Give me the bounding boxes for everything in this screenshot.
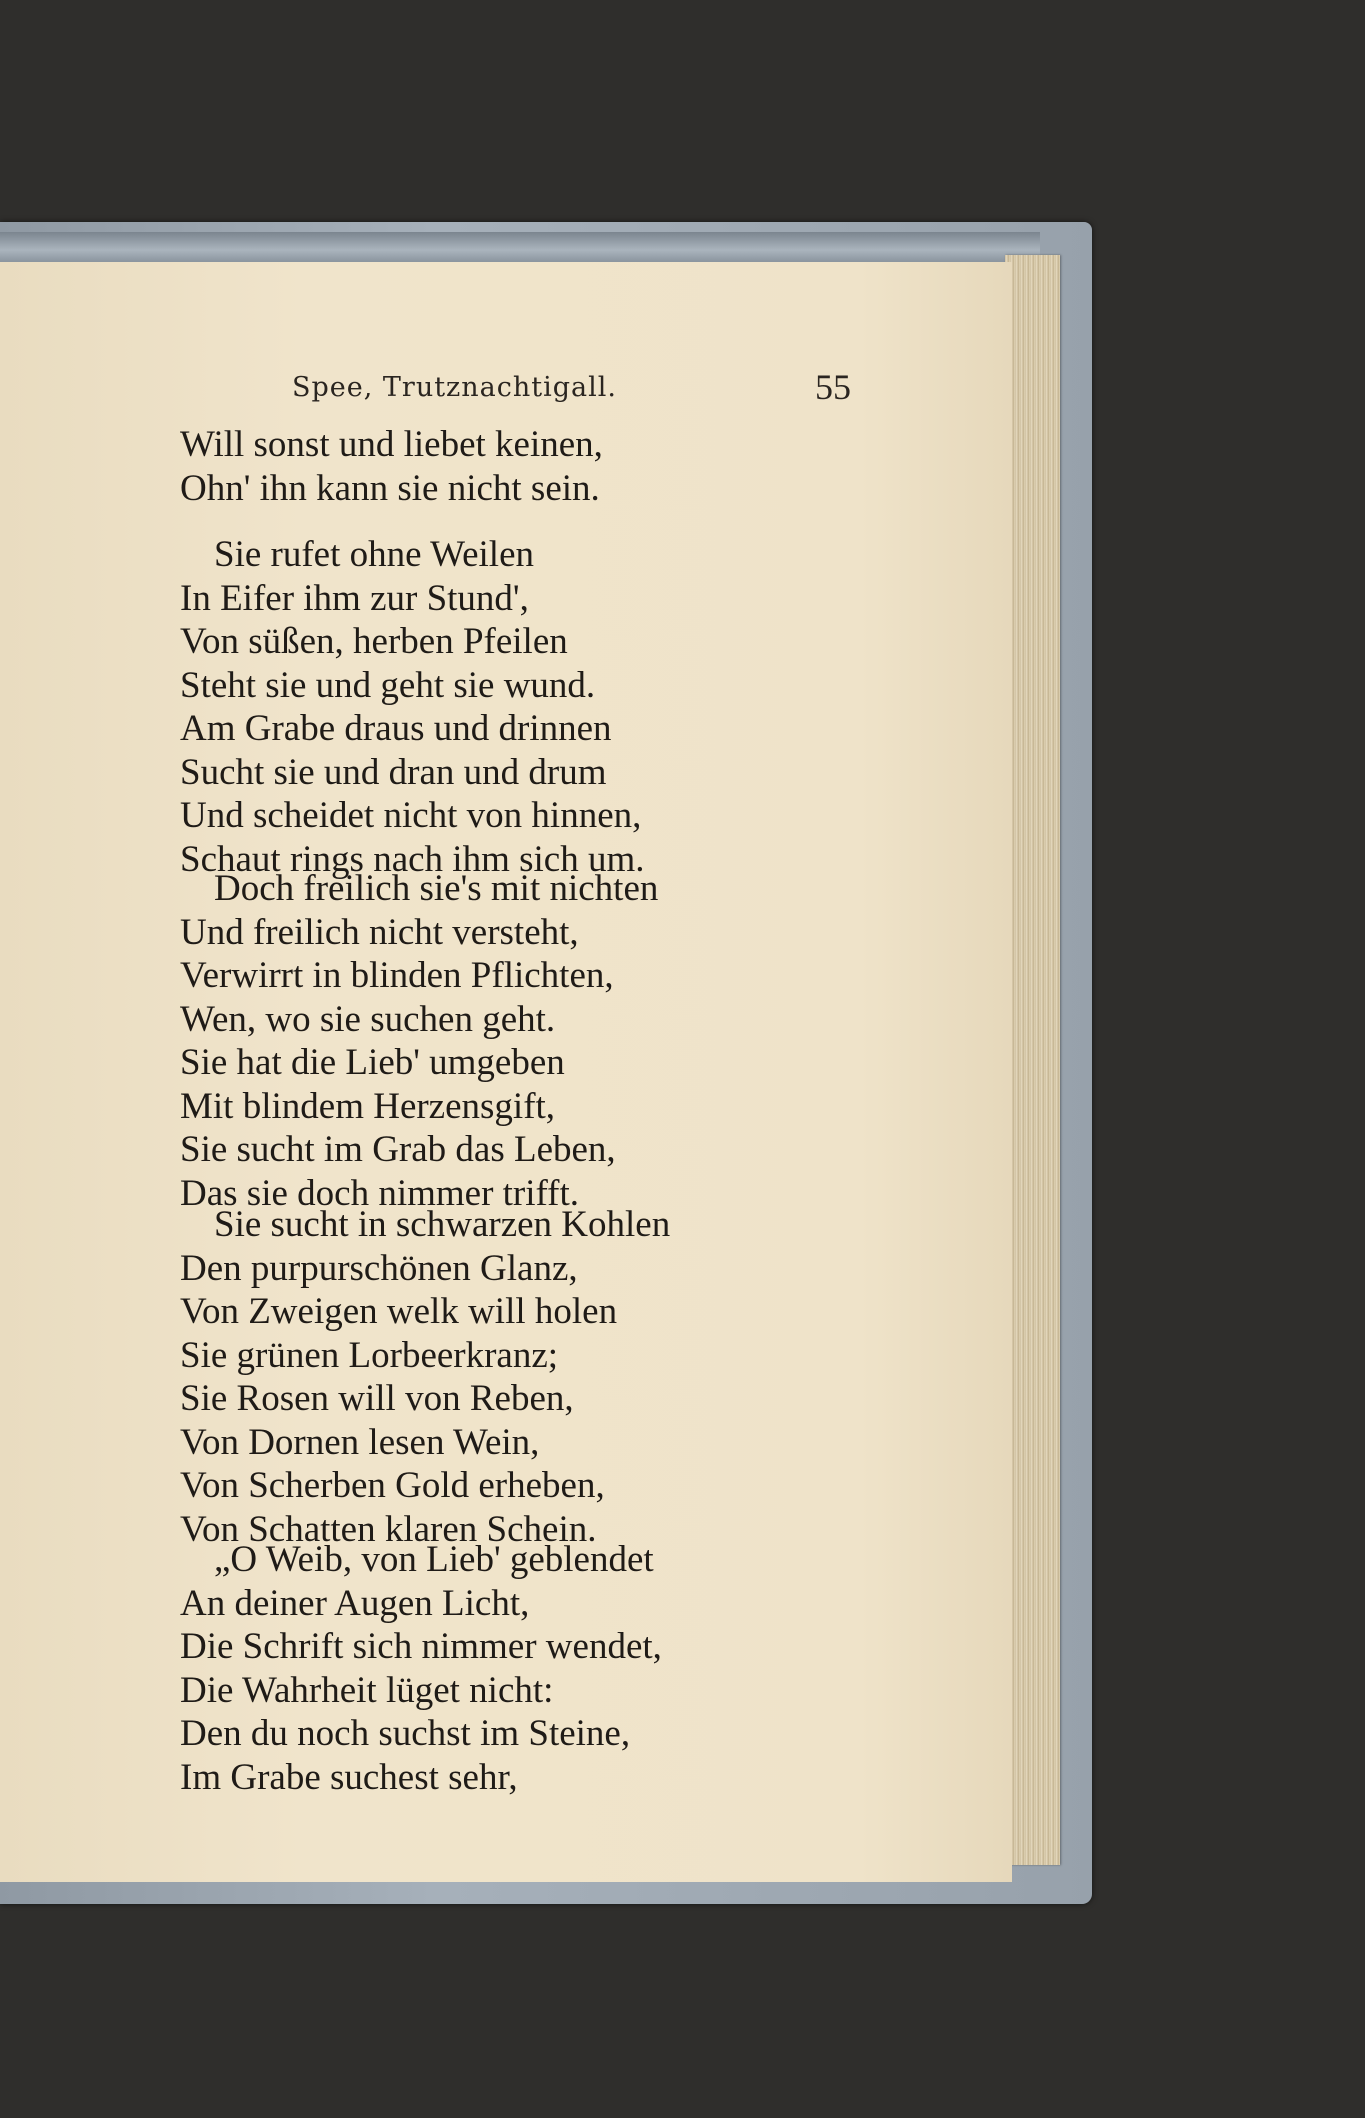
verse-line: „O Weib, von Lieb' geblendet [214,1539,654,1580]
verse-line: Sie rufet ohne Weilen [214,534,534,575]
page-edges [1005,255,1060,1865]
verse-line: Sie Rosen will von Reben, [180,1378,574,1419]
verse-line: Von Zweigen welk will holen [180,1291,618,1332]
verse-line: Sucht sie und dran und drum [180,751,607,793]
verse-line: Die Schrift sich nimmer wendet, [180,1626,662,1667]
running-head: Spee, Trutznachtigall. [292,372,617,403]
verse-line: Steht sie und geht sie wund. [180,664,596,706]
verse-line: Von Schatten klaren Schein. [180,1508,597,1550]
stanza-4 [180,1203,670,1551]
cover-edge [0,232,1040,262]
verse-line: Den purpurschönen Glanz, [180,1247,578,1289]
verse-line: Ohn' ihn kann sie nicht sein. [180,467,600,509]
verse-line: An deiner Augen Licht, [180,1582,530,1624]
stanza-2 [180,533,645,881]
verse-line: Verwirrt in blinden Pflichten, [180,955,614,996]
page-number: 55 [815,367,851,407]
stanza-5 [180,1538,662,1799]
verse-line: Mit blindem Herzensgift, [180,1085,556,1127]
verse-line: Schaut rings nach ihm sich um. [180,838,645,880]
verse-line: Doch freilich sie's mit nichten [214,868,659,909]
verse-line: Von Dornen lesen Wein, [180,1421,540,1463]
stanza-1 [180,423,603,510]
verse-line: Und freilich nicht versteht, [180,911,579,953]
verse-line: Wen, wo sie suchen geht. [180,998,556,1040]
verse-line: Sie grünen Lorbeerkranz; [180,1334,559,1376]
verse-line: Von süßen, herben Pfeilen [180,621,568,662]
verse-line: Sie sucht in schwarzen Kohlen [214,1204,671,1245]
verse-line: Sie sucht im Grab das Leben, [180,1129,616,1170]
stanza-3 [180,867,658,1215]
verse-line: In Eifer ihm zur Stund', [180,577,529,619]
verse-line: Am Grabe draus und drinnen [180,708,612,749]
verse-line: Von Scherben Gold erheben, [180,1465,605,1506]
verse-line: Will sonst und liebet keinen, [180,424,603,465]
verse-line: Das sie doch nimmer trifft. [180,1172,580,1214]
verse-line: Und scheidet nicht von hinnen, [180,795,642,836]
verse-line: Den du noch suchst im Steine, [180,1713,631,1754]
verse-line: Im Grabe suchest sehr, [180,1756,518,1798]
verse-line: Sie hat die Lieb' umgeben [180,1042,565,1083]
verse-line: Die Wahrheit lüget nicht: [180,1669,554,1711]
